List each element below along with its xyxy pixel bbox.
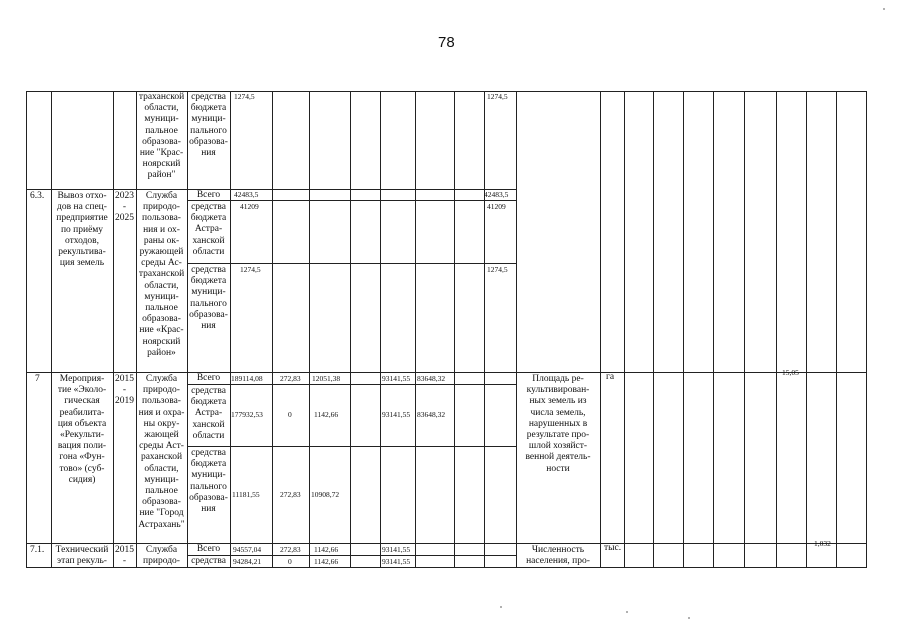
row-6-3-name: Вывоз отхо- дов на спец- предприятие по приёму отходов, рекультива- ция земель [56, 191, 108, 269]
cont-executor: траханской области, муници- пальное образова- ние "Крас- ноярский район" [138, 92, 185, 181]
row-7-1-name: Технический этап рекуль- [55, 545, 109, 567]
row-6-3-value-municipal: 1274,5 [240, 265, 261, 274]
row-7-number: 7 [35, 374, 40, 384]
row-7-reg-total: 177932,53 [231, 410, 263, 419]
row-7-mun-y2: 10908,72 [311, 490, 340, 499]
row-7-1-all-total: 94557,04 [233, 545, 262, 554]
row-6-3-source-all: Всего [196, 190, 221, 200]
scan-speck [883, 8, 885, 10]
row-7-source-municipal: средства бюджета муници- пального образова- ния [189, 448, 228, 515]
row-7-reg-y5: 83648,32 [417, 410, 446, 419]
row-7-1-all-y2: 1142,66 [314, 545, 339, 554]
row-7-target: 15,05 [782, 368, 799, 377]
row-7-1-source-regional: средства [191, 556, 226, 566]
row-7-all-y2: 12051,38 [312, 374, 341, 383]
row-6-3-years: 2023 - 2025 [115, 191, 134, 224]
row-7-1-unit: тыс. [604, 543, 622, 553]
row-7-1-all-y1: 272,83 [280, 545, 301, 554]
row-7-indicator: Площадь ре- культивирован- ных земель из числа земель, нарушенных в результате про- шлой хозяйст- венной деятель- ности [525, 374, 591, 474]
row-7-1-years: 2015 - [115, 545, 134, 567]
row-7-all-y4: 93141,55 [382, 374, 411, 383]
row-7-1-source-all: Всего [196, 544, 221, 554]
row-7-mun-y1: 272,83 [280, 490, 301, 499]
row-7-all-total: 189114,08 [231, 374, 263, 383]
row-7-all-y5: 83648,32 [417, 374, 446, 383]
row-7-source-all: Всего [196, 373, 221, 383]
row-7-reg-y2: 1142,66 [314, 410, 339, 419]
row-6-3-value-regional: 41209 [240, 202, 259, 211]
row-7-1-indicator: Численность населения, про- [526, 545, 590, 567]
row-7-1-executor: Служба природо- [143, 545, 180, 567]
row-7-1-target: 1,032 [814, 539, 831, 548]
row-7-years: 2015 - 2019 [115, 374, 134, 407]
row-6-3-value-all: 42483,5 [234, 190, 259, 199]
row-7-reg-y1: 0 [288, 410, 292, 419]
scan-speck [688, 617, 690, 619]
row-7-1-number: 7.1. [30, 545, 45, 555]
row-7-unit: га [606, 372, 615, 382]
cont-source: средства бюджета муници- пального образова- ния [189, 92, 228, 159]
row-7-mun-total: 11181,55 [232, 490, 260, 499]
row-7-1-reg-y4: 93141,55 [382, 557, 411, 566]
row-6-3-value-all-last: 42483,5 [484, 190, 509, 199]
row-6-3-source-regional: средства бюджета Астра- ханской области [190, 202, 227, 257]
row-7-all-y1: 272,83 [280, 374, 301, 383]
row-6-3-number: 6.3. [30, 191, 45, 201]
row-7-executor: Служба природо- пользова- ния и охра- ны окру- жающей среды Аст- раханской области, муници- пальное образова- ние "Город Астрахань" [138, 374, 185, 530]
cont-total: 1274,5 [234, 92, 255, 101]
row-6-3-source-municipal: средства бюджета муници- пального образова- ния [189, 265, 228, 332]
page-number: 78 [438, 34, 455, 51]
row-6-3-executor: Служба природо- пользова- ния и ох- раны ок- ружающей среды Ас- траханской области, муници- пальное образова- ние «Крас- ноярский район» [138, 191, 185, 358]
row-7-1-reg-y1: 0 [288, 557, 292, 566]
row-7-1-reg-total: 94284,21 [233, 557, 262, 566]
row-7-name: Мероприя- тие «Эколо- гическая реабилита- ция объекта «Рекульти- вация поли- гона «Фун- тово» (суб- сидия) [57, 374, 107, 485]
row-7-1-all-y4: 93141,55 [382, 545, 411, 554]
scan-speck [626, 611, 628, 613]
row-7-reg-y4: 93141,55 [382, 410, 411, 419]
cont-last: 1274,5 [487, 92, 508, 101]
row-7-1-reg-y2: 1142,66 [314, 557, 339, 566]
row-6-3-value-municipal-last: 1274,5 [487, 265, 508, 274]
row-7-source-regional: средства бюджета Астра- ханской области [190, 386, 227, 441]
row-6-3-value-regional-last: 41209 [487, 202, 506, 211]
scan-speck [500, 606, 502, 608]
